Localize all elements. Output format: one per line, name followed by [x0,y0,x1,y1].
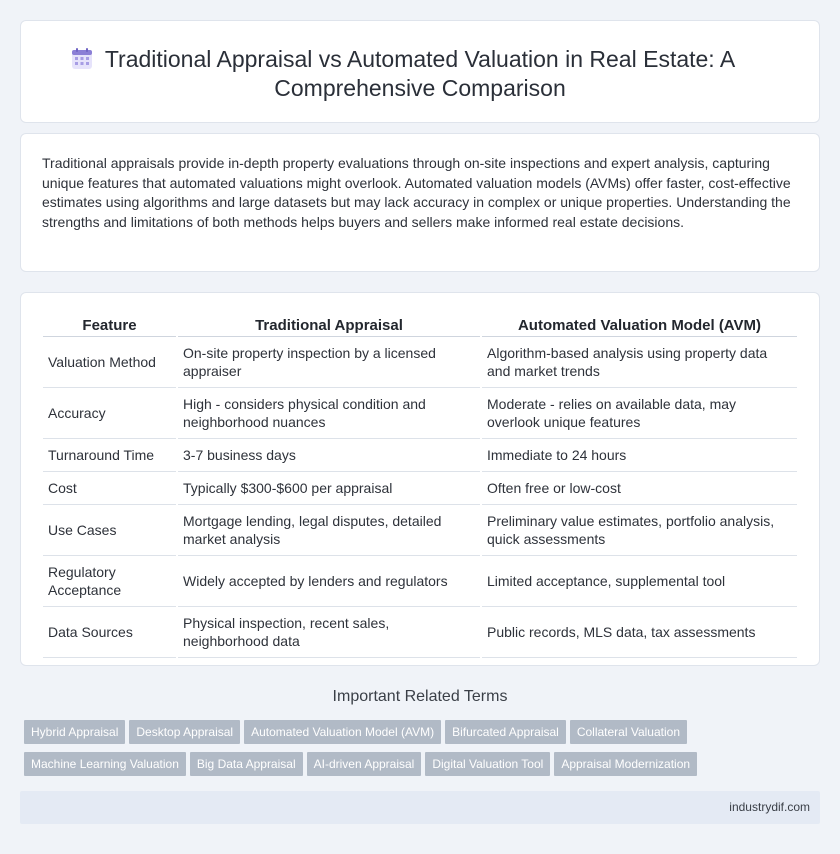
header-avm: Automated Valuation Model (AVM) [482,313,797,337]
avm-cell: Limited acceptance, supplemental tool [482,556,797,607]
related-term-tag[interactable]: AI-driven Appraisal [307,752,422,776]
related-term-tag[interactable]: Appraisal Modernization [554,752,697,776]
avm-cell: Moderate - relies on available data, may overlook unique features [482,388,797,439]
feature-cell: Cost [43,472,176,505]
related-term-tag[interactable]: Automated Valuation Model (AVM) [244,720,441,744]
table-header-row [43,313,797,337]
feature-cell: Accuracy [43,388,176,439]
page-title-text: Traditional Appraisal vs Automated Valuation in Real Estate: A Comprehensive Comparison [104,46,736,101]
intro-card [20,133,820,272]
feature-cell: Regulatory Acceptance [43,556,176,607]
header-traditional: Traditional Appraisal [178,313,480,337]
avm-cell: Algorithm-based analysis using property data and market trends [482,337,797,388]
table-row [43,556,797,607]
related-term-tag[interactable]: Bifurcated Appraisal [445,720,566,744]
traditional-cell: Mortgage lending, legal disputes, detailed market analysis [178,505,480,556]
traditional-cell: High - considers physical condition and neighborhood nuances [178,388,480,439]
avm-cell: Often free or low-cost [482,472,797,505]
intro-paragraph: Traditional appraisals provide in-depth property evaluations through on-site inspections and expert analysis, capturing unique features that automated valuations might overlook. Automated valuation models (AVMs) offer faster, cost-effective estimates using algorithms and large datasets but may lack accuracy in complex or unique properties. Understanding the strengths and limitations of both methods helps buyers and sellers make informed real estate decisions. [42,155,791,230]
related-term-tag[interactable]: Machine Learning Valuation [24,752,186,776]
table-row [43,472,797,505]
related-term-tag[interactable]: Digital Valuation Tool [425,752,550,776]
related-term-tag[interactable]: Big Data Appraisal [190,752,303,776]
traditional-cell: Widely accepted by lenders and regulators [178,556,480,607]
avm-cell: Preliminary value estimates, portfolio analysis, quick assessments [482,505,797,556]
traditional-cell: Typically $300-$600 per appraisal [178,472,480,505]
traditional-cell: On-site property inspection by a licensed appraiser [178,337,480,388]
related-terms-title: Important Related Terms [332,688,508,705]
title-card [20,20,820,123]
table-row [43,505,797,556]
feature-cell: Valuation Method [43,337,176,388]
traditional-cell: Physical inspection, recent sales, neighborhood data [178,607,480,658]
table-row [43,388,797,439]
footer [20,791,820,824]
feature-cell: Data Sources [43,607,176,658]
feature-cell: Turnaround Time [43,439,176,472]
traditional-cell: 3-7 business days [178,439,480,472]
table-row [43,337,797,388]
page-title [21,45,819,103]
comparison-card [20,292,820,666]
feature-cell: Use Cases [43,505,176,556]
related-term-tag[interactable]: Collateral Valuation [570,720,687,744]
related-term-tag[interactable]: Desktop Appraisal [129,720,240,744]
table-row [43,607,797,658]
table-row [43,439,797,472]
avm-cell: Public records, MLS data, tax assessments [482,607,797,658]
avm-cell: Immediate to 24 hours [482,439,797,472]
comparison-table [41,313,799,658]
related-term-tag[interactable]: Hybrid Appraisal [24,720,125,744]
related-terms-list [24,720,824,784]
header-feature: Feature [43,313,176,337]
footer-site-link[interactable]: industrydif.com [729,800,810,814]
